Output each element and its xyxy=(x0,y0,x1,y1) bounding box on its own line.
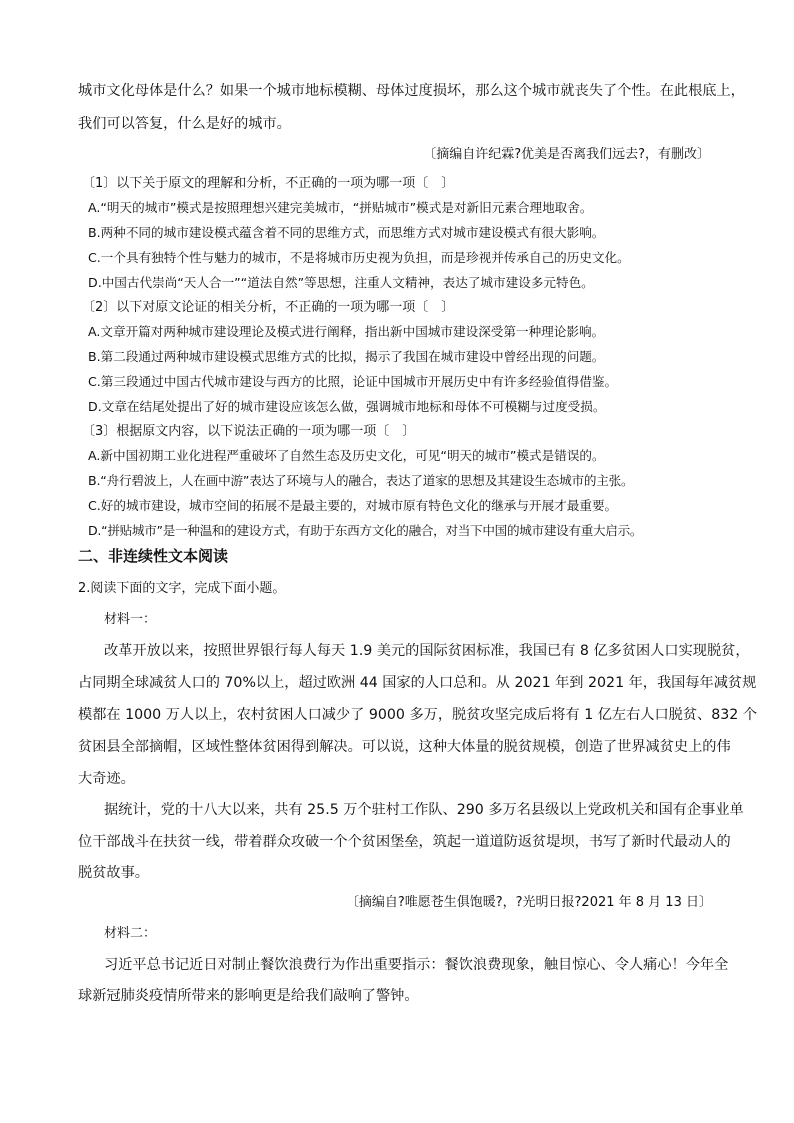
article-source: 〔摘编自许纪霖?优美是否离我们远去?，有删改〕 xyxy=(423,147,710,162)
question-option: A.新中国初期工业化进程严重破坏了自然生态及历史文化，可见“明天的城市”模式是错误的。 xyxy=(88,448,605,463)
question-option: B.“舟行碧波上，人在画中游”表达了环境与人的融合，表达了道家的思想及其建设生态城市的主张。 xyxy=(88,473,634,488)
material-paragraph-line: 习近平总书记近日对制止餐饮浪费行为作出重要指示：餐饮浪费现象，触目惊心、令人痛心！今年全 xyxy=(104,957,729,973)
article-paragraph-line: 城市文化母体是什么？如果一个城市地标模糊、母体过度损坏，那么这个城市就丧失了个性。在此根底上， xyxy=(78,83,745,99)
question-option: C.好的城市建设，城市空间的拓展不是最主要的，对城市原有特色文化的继承与开展才最重要。 xyxy=(88,498,618,513)
material-label: 材料二： xyxy=(104,926,157,941)
material-label: 材料一： xyxy=(104,612,157,627)
question-option: C.一个具有独特个性与魅力的城市，不是将城市历史视为负担，而是珍视并传承自己的历史文化。 xyxy=(88,250,630,265)
article-paragraph-line: 我们可以答复，什么是好的城市。 xyxy=(78,116,291,132)
question-option: B.两种不同的城市建设模式蕴含着不同的思维方式，而思维方式对城市建设模式有很大影响。 xyxy=(88,225,605,240)
question-option: D.中国古代崇尚“天人合一”“道法自然”等思想，注重人文精神，表达了城市建设多元特色。 xyxy=(88,275,594,290)
question-option: D.文章在结尾处提出了好的城市建设应该怎么做，强调城市地标和母体不可模糊与过度受损。 xyxy=(88,399,606,414)
question-option: A.文章开篇对两种城市建设理论及模式进行阐释，指出新中国城市建设深受第一种理论影响。 xyxy=(88,324,605,339)
section-heading: 二、非连续性文本阅读 xyxy=(78,547,229,565)
material-paragraph-line: 大奇迹。 xyxy=(78,771,135,787)
question-stem: 〔1〕以下关于原文的理解和分析，不正确的一项为哪一项〔 〕 xyxy=(82,176,455,191)
question-option: D.“拼贴城市”是一种温和的建设方式，有助于东西方文化的融合，对当下中国的城市建设有重大启示。 xyxy=(88,523,643,538)
material-paragraph-line: 据统计，党的十八大以来，共有 25.5 万个驻村工作队、290 多万名县级以上党政机关和国有企事业单 xyxy=(104,802,744,818)
material-paragraph-line: 占同期全球减贫人口的 70%以上，超过欧洲 44 国家的人口总和。从 2021 年到 2021 年，我国每年减贫规 xyxy=(78,675,757,691)
material-paragraph-line: 改革开放以来，按照世界银行每人每天 1.9 美元的国际贫困标准，我国已有 8 亿多贫困人口实现脱贫， xyxy=(104,643,750,659)
question-option: C.第三段通过中国古代城市建设与西方的比照，论证中国城市开展历史中有许多经验值得借鉴。 xyxy=(88,374,618,389)
material-paragraph-line: 模都在 1000 万人以上，农村贫困人口减少了 9000 多万，脱贫攻坚完成后将有 1 亿左右人口脱贫、832 个 xyxy=(78,707,758,723)
material-paragraph-line: 贫困县全部摘帽，区域性整体贫困得到解决。可以说，这种大体量的脱贫规模，创造了世界减贫史上的伟 xyxy=(78,739,731,755)
question-stem: 〔3〕根据原文内容，以下说法正确的一项为哪一项〔 〕 xyxy=(82,424,416,439)
question-option: B.第二段通过两种城市建设模式思维方式的比拟，揭示了我国在城市建设中曾经出现的问题。 xyxy=(88,349,605,364)
question-option: A.“明天的城市”模式是按照理想兴建完美城市，“拼贴城市”模式是对新旧元素合理地取舍。 xyxy=(88,200,593,215)
section-instruction: 2.阅读下面的文字，完成下面小题。 xyxy=(78,581,286,596)
question-stem: 〔2〕以下对原文论证的相关分析，不正确的一项为哪一项〔 〕 xyxy=(82,300,455,315)
material-paragraph-line: 位干部战斗在扶贫一线，带着群众攻破一个个贫困堡垒，筑起一道道防返贫堤坝，书写了新时代最动人的 xyxy=(78,834,731,850)
material-source: 〔摘编自?唯愿苍生俱饱暖?，?光明日报?2021 年 8 月 13 日〕 xyxy=(345,895,712,910)
material-paragraph-line: 球新冠肺炎疫情所带来的影响更是给我们敲响了警钟。 xyxy=(78,988,419,1004)
material-paragraph-line: 脱贫故事。 xyxy=(78,865,149,881)
